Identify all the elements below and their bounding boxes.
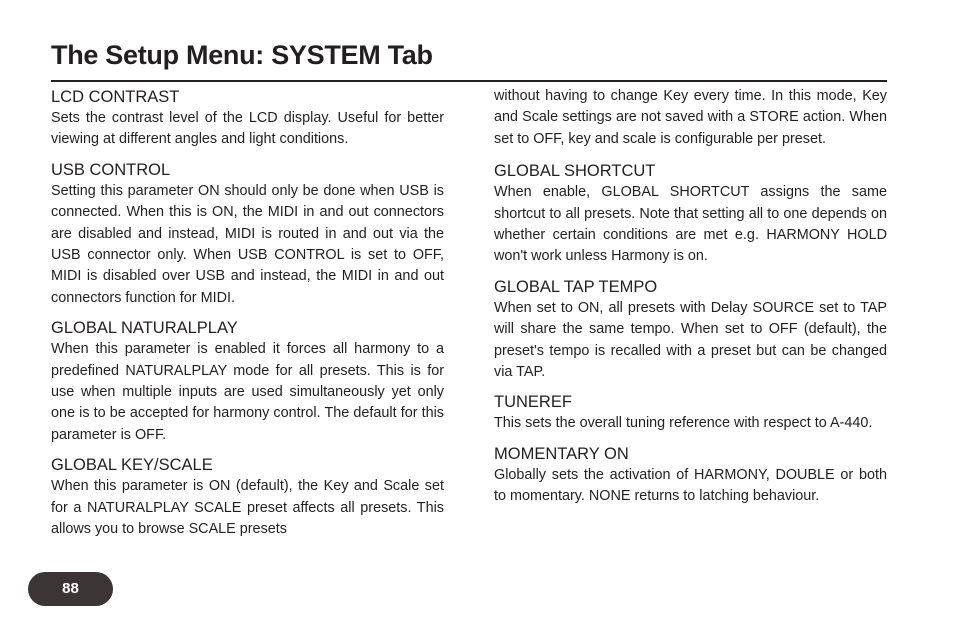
section-global-key-scale: [51, 454, 444, 540]
section-heading: GLOBAL KEY/SCALE: [51, 456, 213, 475]
right-column: [494, 86, 887, 516]
section-body: When this parameter is enabled it forces all harmony to a predefined NATURALPLAY mode for all presets. This is for use when multiple inputs are used simultaneously yet only one is to be accepted for harmony control. The default for this parameter is OFF.: [51, 341, 444, 443]
section-heading: TUNEREF: [494, 393, 572, 412]
section-body: This sets the overall tuning reference with respect to A-440.: [494, 415, 873, 432]
page-number-badge: 88: [28, 572, 113, 606]
section-body: When enable, GLOBAL SHORTCUT assigns the same shortcut to all presets. Note that setting all to one depends on whether certain conditions are met e.g. HARMONY HOLD won't work unless Harmony is on.: [494, 184, 887, 265]
section-heading: GLOBAL TAP TEMPO: [494, 277, 658, 296]
section-heading: LCD CONTRAST: [51, 88, 180, 106]
section-heading: USB CONTROL: [51, 160, 171, 179]
section-body: When this parameter is ON (default), the Key and Scale set for a NATURALPLAY SCALE preset affects all presets. This allows you to browse SCALE presets: [51, 478, 444, 538]
section-heading: MOMENTARY ON: [494, 444, 629, 463]
section-global-naturalplay: [51, 317, 444, 446]
section-body: Sets the contrast level of the LCD display. Useful for better viewing at different angles and light conditions.: [51, 110, 444, 148]
section-heading: GLOBAL NATURALPLAY: [51, 319, 238, 338]
section-heading: GLOBAL SHORTCUT: [494, 162, 656, 181]
section-momentary-on: [494, 443, 887, 508]
continued-paragraph: without having to change Key every time. In this mode, Key and Scale settings are not saved with a STORE action. When set to OFF, key and scale is configurable per preset.: [494, 88, 887, 147]
section-tuneref: [494, 391, 887, 434]
page-title: The Setup Menu: SYSTEM Tab: [51, 40, 433, 70]
section-body: Globally sets the activation of HARMONY, DOUBLE or both to momentary. NONE returns to latching behaviour.: [494, 466, 887, 505]
section-lcd-contrast: [51, 86, 444, 151]
section-global-shortcut: [494, 160, 887, 268]
section-usb-control: [51, 159, 444, 309]
section-global-tap-tempo: [494, 276, 887, 384]
section-body: When set to ON, all presets with Delay SOURCE set to TAP will share the same tempo. When set to OFF (default), the preset's tempo is recalled with a preset but can be changed via TAP.: [494, 299, 887, 381]
left-column: [51, 86, 444, 549]
title-divider: [51, 80, 887, 82]
section-body: Setting this parameter ON should only be done when USB is connected. When this is ON, the MIDI in and out connectors are disabled and instead, MIDI is routed in and out via the USB connector only. When USB CONTROL is set to OFF, MIDI is disabled over USB and instead, the MIDI in and out connectors function for MIDI.: [51, 182, 444, 306]
